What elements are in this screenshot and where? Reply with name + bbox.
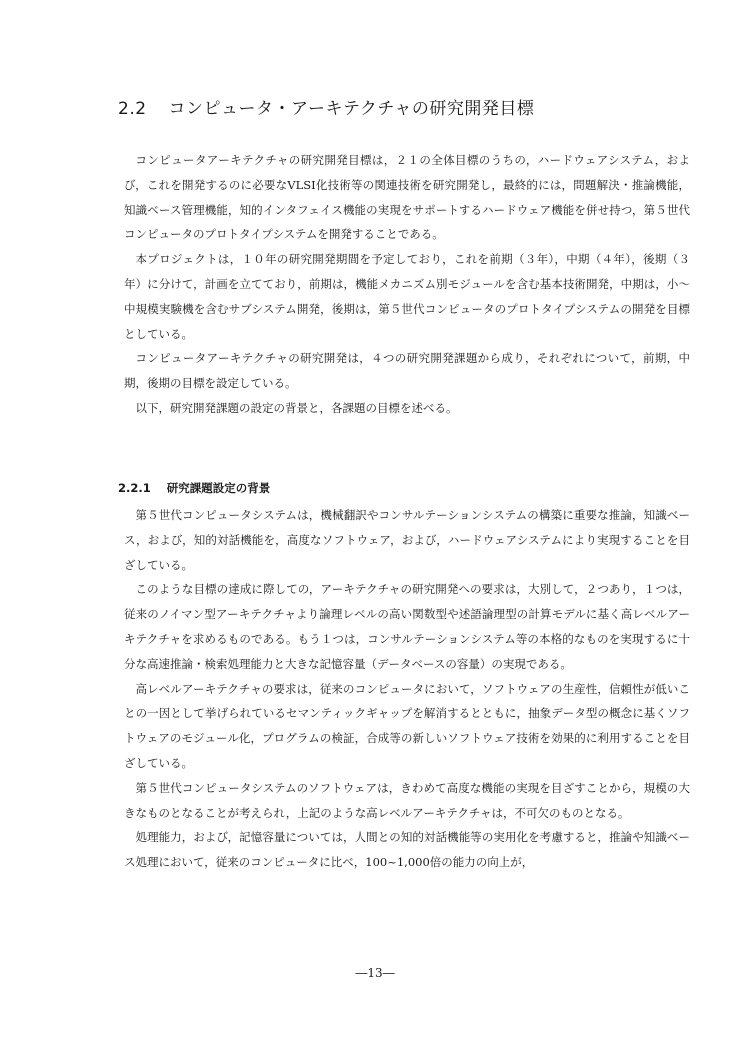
paragraph: コンピュータアーキテクチャの研究開発目標は，２１の全体目標のうちの，ハードウェアシステム，および，これを開発するのに必要なVLSI化技術等の関連技術を研究開発し，最終的には，問題解決・推論機能，知識ベース管理機能，知的インタフェイス機能の実現をサポートするハードウェア機能を併せ持つ，第５世代コンピュータのプロトタイプシステムを開発することである。 xyxy=(124,153,690,242)
section-number: 2.2 xyxy=(118,99,147,119)
page-number: ―13― xyxy=(355,966,395,980)
paragraph: 以下，研究開発課題の設定の背景と，各課題の目標を述べる。 xyxy=(135,400,458,415)
paragraph: 本プロジェクトは，１０年の研究開発期間を予定しており，これを前期（３年），中期（４年），後期（３年）に分けて，計画を立てており，前期は，機能メカニズム別モジュールを含む基本技術開発，中期は，小～中規模実験機を含むサブシステム開発，後期は，第５世代コンピュータのプロトタイプシステムの開発を目標としている。 xyxy=(124,252,690,341)
subsection-title: 研究課題設定の背景 xyxy=(166,481,271,495)
paragraph: このような目標の達成に際しての，アーキテクチャの研究開発への要求は，大別して，２つあり，１つは，従来のノイマン型アーキテクチャより論理レベルの高い関数型や述語論理型の計算モデルに基く高レベルアーキテクチャを求めるものである。もう１つは，コンサルテーションシステム等の本格的なものを実現するに十分な高速推論・検索処理能力と大きな記憶容量（データベースの容量）の実現である。 xyxy=(124,582,690,671)
section-title: コンピュータ・アーキテクチャの研究開発目標 xyxy=(168,99,535,119)
paragraph: コンピュータアーキテクチャの研究開発は，４つの研究開発課題から成り，それぞれについて，前期，中期，後期の目標を設定している。 xyxy=(124,351,690,391)
background-text xyxy=(124,503,690,875)
paragraph: 第５世代コンピュータシステムは，機械翻訳やコンサルテーションシステムの構築に重要な推論，知識ベース，および，知的対話機能を，高度なソフトウェア，および，ハードウェアシステムにより実現することを目ざしている。 xyxy=(124,508,690,572)
subsection-number: 2.2.1 xyxy=(118,481,151,495)
section-heading xyxy=(118,94,534,119)
paragraph: 第５世代コンピュータシステムのソフトウェアは，きわめて高度な機能の実現を目ざすことから，規模の大きなものとなることが考えられ，上記のような高レベルアーキテクチャは，不可欠のものとなる。 xyxy=(124,780,690,820)
subsection-heading xyxy=(118,480,270,496)
intro-text xyxy=(124,148,690,421)
paragraph: 処理能力，および，記憶容量については，人間との知的対話機能等の実用化を考慮すると，推論や知識ベース処理において，従来のコンピュータに比べ，100~1,000倍の能力の向上が， xyxy=(124,830,690,870)
paragraph: 高レベルアーキテクチャの要求は，従来のコンピュータにおいて，ソフトウェアの生産性，信頼性が低いことの一因として挙げられているセマンティックギャップを解消するとともに，抽象データ型の概念に基くソフトウェアのモジュール化，プログラムの検証，合成等の新しいソフトウェア技術を効果的に利用することを目ざしている。 xyxy=(124,681,690,770)
